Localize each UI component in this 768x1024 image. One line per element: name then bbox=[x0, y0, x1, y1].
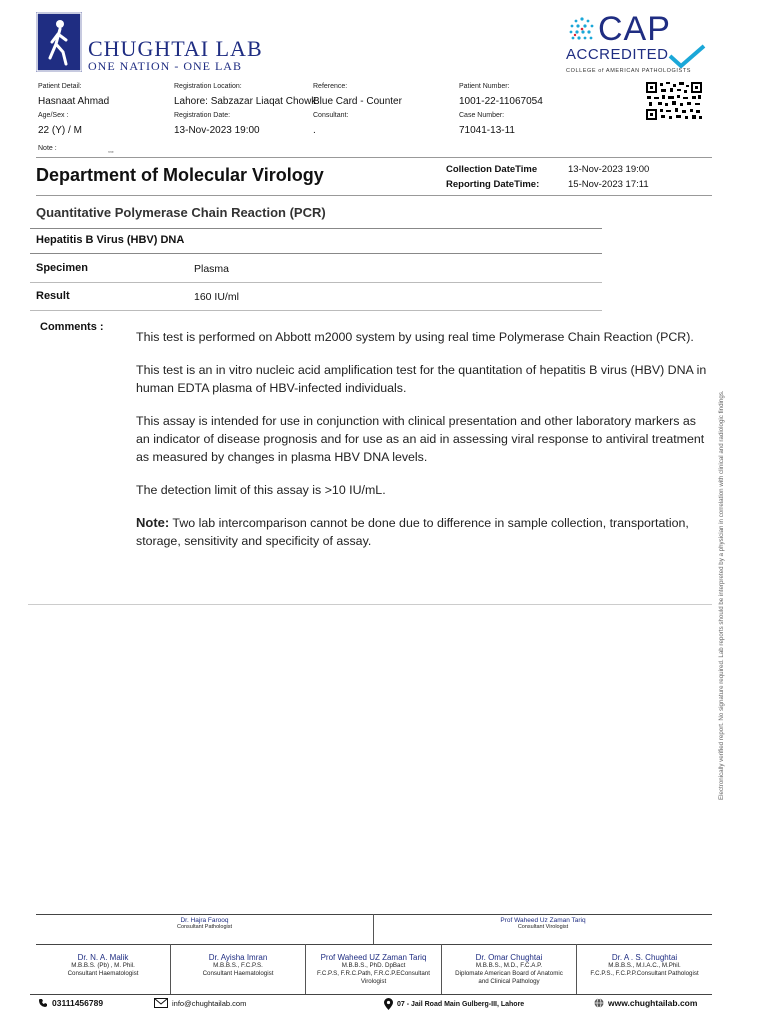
specimen-value: Plasma bbox=[194, 263, 230, 275]
test-title: Quantitative Polymerase Chain Reaction (PCR) bbox=[36, 205, 326, 220]
patient-name: Hasnaat Ahmad bbox=[38, 96, 110, 107]
cap-title: CAP bbox=[598, 10, 671, 48]
signatory-title: and Clinical Pathology bbox=[478, 978, 540, 985]
signatory-top bbox=[374, 917, 712, 930]
contact-email[interactable] bbox=[154, 998, 246, 1008]
cap-accredited: ACCREDITED bbox=[566, 46, 669, 63]
website-url: www.chughtailab.com bbox=[608, 998, 698, 1008]
signatory-qualification: M.B.B.S. (Pb) , M. Phil. bbox=[71, 962, 135, 969]
footer-bottom-rule bbox=[30, 994, 712, 995]
signatory bbox=[442, 953, 576, 986]
age-sex-value: 22 (Y) / M bbox=[38, 125, 82, 136]
contact-website[interactable] bbox=[594, 998, 697, 1008]
signatory-qualification: M.B.B.S., M.D., F.C.A.P. bbox=[475, 962, 543, 969]
header-divider bbox=[36, 157, 712, 158]
signatory bbox=[36, 953, 170, 978]
reporting-datetime-value: 15-Nov-2023 17:11 bbox=[568, 179, 649, 190]
signatory-title: Consultant Haematologist bbox=[202, 970, 274, 977]
note-value: ,,, bbox=[108, 147, 114, 154]
signatory-name: Prof Waheed Uz Zaman Tariq bbox=[500, 917, 586, 924]
result-value: 160 IU/ml bbox=[194, 291, 239, 303]
comment-paragraph: This test is performed on Abbott m2000 system by using real time Polymerase Chain Reaction (PCR). bbox=[136, 330, 694, 344]
reg-date-value: 13-Nov-2023 19:00 bbox=[174, 125, 260, 136]
age-sex-label: Age/Sex : bbox=[38, 112, 69, 119]
contact-address bbox=[384, 998, 524, 1010]
signatory-qualification: M.B.B.S., PhD. DpBact bbox=[341, 962, 406, 969]
comment-paragraph: The detection limit of this assay is >10 IU/mL. bbox=[136, 483, 386, 497]
contact-phone[interactable] bbox=[38, 998, 103, 1008]
signatory-title: F.C.P.S, F.R.C.Path, F.R.C.P.EConsultant bbox=[317, 970, 430, 977]
result-rule bbox=[30, 310, 602, 311]
reg-date-label: Registration Date: bbox=[174, 112, 231, 119]
signatory-title: Diplomate American Board of Anatomic bbox=[455, 970, 563, 977]
signatory-qualification: M.B.B.S., M.I.A.C., M.Phil. bbox=[608, 962, 681, 969]
reference-label: Reference: bbox=[313, 83, 348, 90]
comments-body bbox=[136, 328, 710, 565]
patient-number-label: Patient Number: bbox=[459, 83, 510, 90]
signatory bbox=[306, 953, 441, 986]
signatory-name: Dr. Omar Chughtai bbox=[475, 953, 543, 962]
brand-tagline: ONE NATION - ONE LAB bbox=[88, 59, 242, 73]
consultant-value: . bbox=[313, 125, 316, 136]
signatory-name: Prof Waheed UZ Zaman Tariq bbox=[320, 953, 427, 962]
logo-wordmark bbox=[88, 38, 263, 72]
specimen-rule bbox=[30, 282, 602, 283]
checkmark-icon bbox=[668, 44, 706, 68]
footer-top-rule bbox=[36, 914, 712, 915]
reference-value: Blue Card - Counter bbox=[313, 96, 402, 107]
case-number-label: Case Number: bbox=[459, 112, 505, 119]
result-label: Result bbox=[36, 290, 70, 302]
reg-location-label: Registration Location: bbox=[174, 83, 242, 90]
brand-name: CHUGHTAI LAB bbox=[88, 36, 263, 61]
collection-datetime-label: Collection DateTime bbox=[446, 164, 538, 175]
footer-mid-rule bbox=[36, 944, 712, 945]
department-title: Department of Molecular Virology bbox=[36, 165, 324, 185]
signatory bbox=[171, 953, 305, 978]
email-icon bbox=[154, 998, 168, 1008]
note-label: Note : bbox=[38, 145, 57, 152]
comments-label: Comments : bbox=[40, 321, 104, 333]
signatory bbox=[577, 953, 712, 978]
signatory-name: Dr. Ayisha Imran bbox=[208, 953, 268, 962]
email-address: info@chughtailab.com bbox=[172, 998, 247, 1008]
case-number-value: 71041-13-11 bbox=[459, 125, 515, 136]
verification-disclaimer: Electronically verified report. No signature required. Lab reports should be interpreted by a physician in correlation with clinical and radiologic findings. bbox=[718, 390, 725, 800]
analyte-bottom-rule bbox=[30, 253, 602, 254]
signatory-title: Consultant Haematologist bbox=[67, 970, 139, 977]
phone-icon bbox=[38, 998, 48, 1008]
qr-code-icon bbox=[646, 82, 702, 120]
logo-emblem bbox=[36, 12, 82, 72]
signatory-top bbox=[36, 917, 373, 930]
walking-man-icon bbox=[36, 12, 82, 72]
specimen-label: Specimen bbox=[36, 262, 88, 274]
department-divider bbox=[36, 195, 712, 196]
consultant-label: Consultant: bbox=[313, 112, 349, 119]
signatory-title: F.C.P.S., F.C.P.P.Consultant Pathologist bbox=[590, 970, 699, 977]
cap-accreditation-logo bbox=[564, 10, 708, 76]
collection-datetime-value: 13-Nov-2023 19:00 bbox=[568, 164, 650, 175]
signatory-title: Consultant Virologist bbox=[517, 924, 569, 930]
patient-detail-label: Patient Detail: bbox=[38, 83, 82, 90]
signatory-qualification: M.B.B.S., F.C.P.S. bbox=[213, 962, 263, 969]
location-pin-icon bbox=[384, 998, 393, 1010]
reporting-datetime-label: Reporting DateTime: bbox=[446, 179, 540, 190]
signatory-name: Dr. A . S. Chughtai bbox=[611, 953, 678, 962]
comment-paragraph: This test is an in vitro nucleic acid amplification test for the quantitation of hepatitis B virus (HBV) DNA in human EDTA plasma of HBV-infected individuals. bbox=[136, 363, 707, 395]
signatory-title: Virologist bbox=[360, 978, 387, 985]
cap-org: COLLEGE of AMERICAN PATHOLOGISTS bbox=[566, 68, 692, 74]
signatory-name: Dr. N. A. Malik bbox=[77, 953, 129, 962]
signatory-name: Dr. Hajra Farooq bbox=[180, 917, 229, 924]
chughtai-lab-logo bbox=[36, 12, 266, 74]
address-text: 07 - Jail Road Main Gulberg-III, Lahore bbox=[397, 1000, 525, 1008]
cap-dots-icon bbox=[568, 16, 596, 44]
patient-number-value: 1001-22-11067054 bbox=[459, 96, 543, 107]
comments-divider bbox=[28, 604, 712, 605]
note-heading: Note: bbox=[136, 515, 170, 530]
signatory-title: Consultant Pathologist bbox=[176, 924, 233, 930]
comment-note bbox=[136, 514, 710, 550]
globe-icon bbox=[594, 998, 604, 1008]
phone-number: 03111456789 bbox=[52, 998, 104, 1008]
note-text: Two lab intercomparison cannot be done due to difference in sample collection, transportation, storage, sensitivity and specificity of assay. bbox=[136, 516, 689, 548]
comment-paragraph: This assay is intended for use in conjunction with clinical presentation and other laboratory markers as an indicator of disease prognosis and for use as an aid in assessing viral response to antiviral treatment as measured by changes in plasma HBV DNA levels. bbox=[136, 414, 705, 464]
analyte-top-rule bbox=[30, 228, 602, 229]
analyte-title: Hepatitis B Virus (HBV) DNA bbox=[36, 234, 185, 246]
reg-location-value: Lahore: Sabzazar Liaqat Chowk bbox=[174, 96, 317, 107]
